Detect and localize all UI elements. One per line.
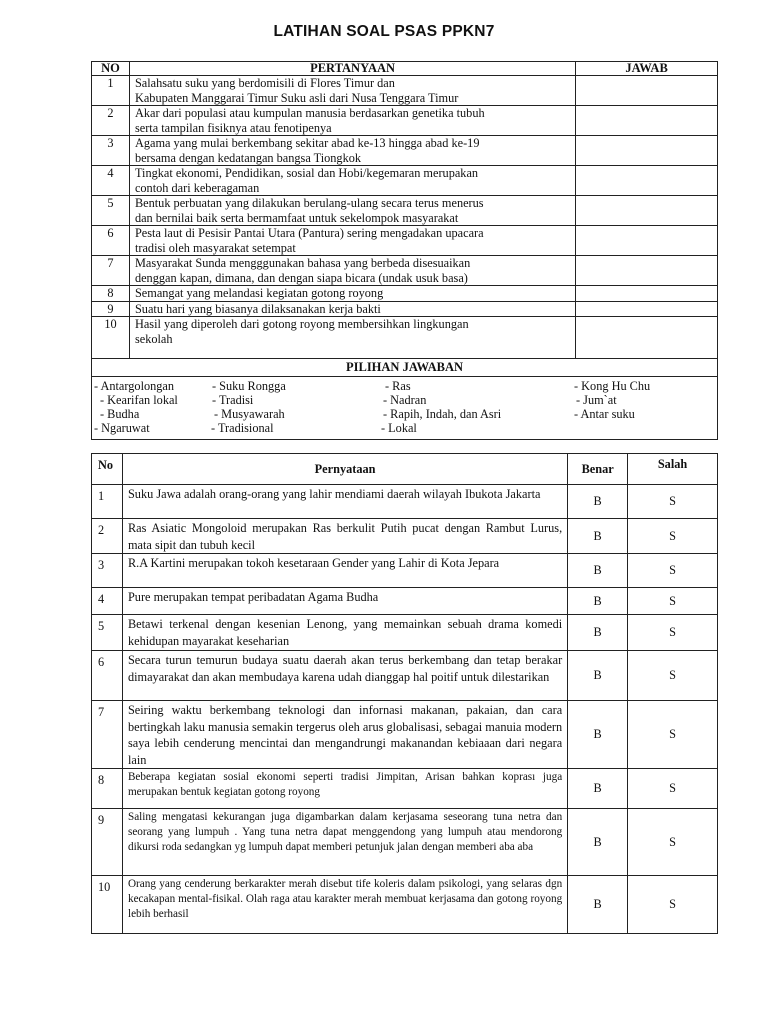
question-text: Pesta laut di Pesisir Pantai Utara (Pantura) sering mengadakan upacara tradisi oleh masyarakat setempat: [129, 226, 575, 256]
answer-cell[interactable]: [576, 76, 718, 106]
question-row: [92, 76, 718, 106]
question-number: 1: [92, 76, 130, 106]
statement-row: [92, 809, 718, 876]
question-text: Agama yang mulai berkembang sekitar abad ke-13 hingga abad ke-19 bersama dengan kedatangan bangsa Tiongkok: [129, 136, 575, 166]
header-jawab: JAWAB: [576, 62, 718, 76]
salah-option[interactable]: S: [628, 876, 718, 934]
statement-row: [92, 519, 718, 554]
benar-option[interactable]: B: [568, 485, 628, 519]
statement-row: [92, 876, 718, 934]
answer-cell[interactable]: [576, 136, 718, 166]
question-row: [92, 301, 718, 317]
benar-option[interactable]: B: [568, 769, 628, 809]
question-number: 9: [92, 301, 130, 317]
question-text: Masyarakat Sunda mengggunakan bahasa yang berbeda disesuaikan denggan kapan, dimana, dan dengan siapa bicara (undak usuk basa): [129, 256, 575, 286]
statement-text: Orang yang cenderung berkarakter merah disebut tife koleris dalam psikologi, yang selaras dgn kecakapan mental-fisikal. Olah raga atau karakter merah membuat kerjasama dan gotong royong lebih berhasil: [122, 876, 567, 934]
salah-option[interactable]: S: [628, 701, 718, 769]
statement-number: 8: [92, 769, 123, 809]
answer-cell[interactable]: [576, 286, 718, 302]
option-antargolongan: - Antargolongan: [94, 379, 175, 393]
question-row: [92, 226, 718, 256]
option-antar-suku: - Antar suku: [574, 407, 635, 421]
answer-cell[interactable]: [576, 226, 718, 256]
option-jumat: - Jum`at: [576, 393, 617, 407]
answer-cell[interactable]: [576, 106, 718, 136]
answer-cell[interactable]: [576, 196, 718, 226]
statement-number: 1: [92, 485, 123, 519]
header-benar: Benar: [568, 454, 628, 485]
salah-option[interactable]: S: [628, 554, 718, 588]
benar-option[interactable]: B: [568, 588, 628, 615]
benar-option[interactable]: B: [568, 809, 628, 876]
statement-text: Saling mengatasi kekurangan juga digambarkan dalam kerjasama seseorang tuna netra dan seorang yang lumpuh . Yang tuna netra dapat menggendong yang lumpuh atau mendorong dikursi roda sedangkan yg lumpuh dapat memberi petunjuk jalan dengan memberi aba aba: [122, 809, 567, 876]
header-no: No: [92, 454, 123, 485]
statement-number: 9: [92, 809, 123, 876]
pilihan-jawaban-options: [92, 377, 718, 440]
question-row: [92, 136, 718, 166]
statement-text: Ras Asiatic Mongoloid merupakan Ras berkulit Putih pucat dengan Rambut Lurus, mata sipit dan tubuh kecil: [122, 519, 567, 554]
question-row: [92, 166, 718, 196]
statement-row: [92, 769, 718, 809]
question-number: 8: [92, 286, 130, 302]
option-kearifan-lokal: - Kearifan lokal: [100, 393, 178, 407]
question-number: 3: [92, 136, 130, 166]
pilihan-jawaban-title: PILIHAN JAWABAN: [92, 359, 718, 377]
benar-option[interactable]: B: [568, 701, 628, 769]
answer-cell[interactable]: [576, 301, 718, 317]
question-number: 2: [92, 106, 130, 136]
statement-row: [92, 651, 718, 701]
option-tradisi: - Tradisi: [212, 393, 254, 407]
salah-option[interactable]: S: [628, 519, 718, 554]
question-number: 4: [92, 166, 130, 196]
pilihan-jawaban-header-row: [92, 359, 718, 377]
statement-number: 4: [92, 588, 123, 615]
option-ngaruwat: - Ngaruwat: [94, 421, 150, 435]
answer-cell[interactable]: [576, 256, 718, 286]
statement-text: Secara turun temurun budaya suatu daerah akan terus berkembang dan tetap berakar dimayarakat dan akan membudaya karena udah dianggap hal poitif untuk dilestarikan: [122, 651, 567, 701]
option-musyawarah: - Musyawarah: [214, 407, 285, 421]
header-salah: Salah: [628, 454, 718, 485]
salah-option[interactable]: S: [628, 809, 718, 876]
benar-option[interactable]: B: [568, 554, 628, 588]
salah-option[interactable]: S: [628, 769, 718, 809]
salah-option[interactable]: S: [628, 615, 718, 651]
statement-text: R.A Kartini merupakan tokoh kesetaraan Gender yang Lahir di Kota Jepara: [122, 554, 567, 588]
option-tradisional: - Tradisional: [211, 421, 274, 435]
question-number: 6: [92, 226, 130, 256]
question-row: [92, 106, 718, 136]
header-pernyataan: Pernyataan: [122, 454, 567, 485]
benar-option[interactable]: B: [568, 651, 628, 701]
header-no: NO: [92, 62, 130, 76]
answer-cell[interactable]: [576, 166, 718, 196]
option-budha: - Budha: [100, 407, 140, 421]
question-row: [92, 196, 718, 226]
question-number: 10: [92, 317, 130, 359]
true-false-table: [91, 453, 718, 934]
salah-option[interactable]: S: [628, 651, 718, 701]
benar-option[interactable]: B: [568, 876, 628, 934]
statement-row: [92, 554, 718, 588]
question-number: 5: [92, 196, 130, 226]
option-suku-rongga: - Suku Rongga: [212, 379, 286, 393]
question-row: [92, 256, 718, 286]
true-false-table-header: [92, 454, 718, 485]
question-text: Suatu hari yang biasanya dilaksanakan kerja bakti: [129, 301, 575, 317]
statement-number: 5: [92, 615, 123, 651]
statement-text: Beberapa kegiatan sosial ekonomi seperti tradisi Jimpitan, Arisan bahkan koprası juga merupakan bentuk kegiatan gotong royong: [122, 769, 567, 809]
statement-text: Seiring waktu berkembang teknologi dan infornasi makanan, pakaian, dan cara bertingkah laku manusia semakin tergerus oleh arus globalisasi, sebagai manuia modern saya lebih cenderung mencintai dan mengandrungi makanandan kebiaaan dari negara lain: [122, 701, 567, 769]
salah-option[interactable]: S: [628, 485, 718, 519]
statement-row: [92, 701, 718, 769]
statement-row: [92, 615, 718, 651]
benar-option[interactable]: B: [568, 519, 628, 554]
header-pertanyaan: PERTANYAAN: [129, 62, 575, 76]
question-row: [92, 286, 718, 302]
option-ras: - Ras: [385, 379, 411, 393]
page-title: LATIHAN SOAL PSAS PPKN7: [273, 23, 495, 40]
statement-text: Betawi terkenal dengan kesenian Lenong, yang memainkan sebuah drama komedi kehidupan mayarakat keseharian: [122, 615, 567, 651]
statement-number: 7: [92, 701, 123, 769]
question-text: Bentuk perbuatan yang dilakukan berulang-ulang secara terus menerus dan bernilai baik serta bermamfaat untuk sekelompok masyarakat: [129, 196, 575, 226]
option-kong-hu-chu: - Kong Hu Chu: [574, 379, 651, 393]
statement-number: 6: [92, 651, 123, 701]
benar-option[interactable]: B: [568, 615, 628, 651]
salah-option[interactable]: S: [628, 588, 718, 615]
question-table-header: [92, 62, 718, 76]
question-text: Akar dari populasi atau kumpulan manusia berdasarkan genetika tubuh serta tampilan fisiknya atau fenotipenya: [129, 106, 575, 136]
question-text: Salahsatu suku yang berdomisili di Flores Timur dan Kabupaten Manggarai Timur Suku asli dari Nusa Tenggara Timur: [129, 76, 575, 106]
statement-number: 2: [92, 519, 123, 554]
statement-text: Pure merupakan tempat peribadatan Agama Budha: [122, 588, 567, 615]
pilihan-jawaban-row: [92, 377, 718, 440]
statement-number: 10: [92, 876, 123, 934]
option-lokal: - Lokal: [381, 421, 417, 435]
question-table: [91, 61, 718, 440]
option-rapih-indah-asri: - Rapih, Indah, dan Asri: [383, 407, 502, 421]
statement-number: 3: [92, 554, 123, 588]
statement-text: Suku Jawa adalah orang-orang yang lahir mendiami daerah wilayah Ibukota Jakarta: [122, 485, 567, 519]
statement-row: [92, 485, 718, 519]
question-text: Semangat yang melandasi kegiatan gotong royong: [129, 286, 575, 302]
question-text: Hasil yang diperoleh dari gotong royong membersihkan lingkungan sekolah: [129, 317, 575, 359]
answer-cell[interactable]: [576, 317, 718, 359]
option-nadran: - Nadran: [383, 393, 427, 407]
question-row: [92, 317, 718, 359]
statement-row: [92, 588, 718, 615]
question-number: 7: [92, 256, 130, 286]
question-text: Tingkat ekonomi, Pendidikan, sosial dan Hobi/kegemaran merupakan contoh dari keberagaman: [129, 166, 575, 196]
